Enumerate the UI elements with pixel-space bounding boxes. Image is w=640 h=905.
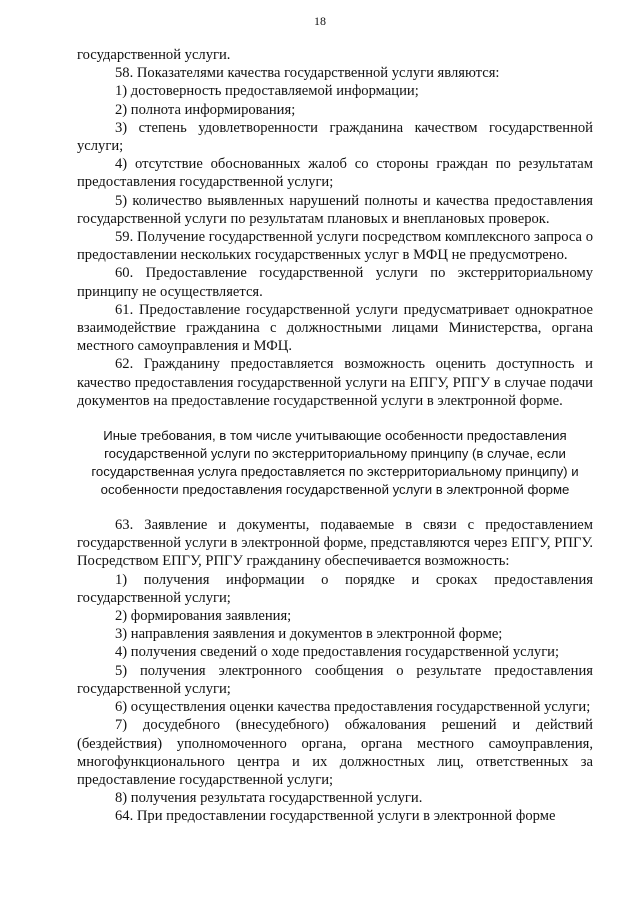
document-body [77,46,593,826]
list-item: 8) получения результата государственной услуги. [115,790,423,807]
paragraph: 61. Предоставление государственной услуги предусматривает однократное взаимодействие гражданина с должностными лицами Министерства, органа местного самоуправления и МФЦ. [77,301,593,355]
paragraph: государственной услуги. [77,47,231,63]
paragraph: 59. Получение государственной услуги посредством комплексного запроса о предоставлении нескольких государственных услуг в МФЦ не предусмотрено. [77,229,593,264]
list-item: 4) получения сведений о ходе предоставления государственной услуги; [115,644,560,661]
page-number: 18 [314,14,326,28]
list-item: 4) отсутствие обоснованных жалоб со стороны граждан по результатам предоставления государственной услуги; [77,156,593,191]
paragraph: 63. Заявление и документы, подаваемые в связи с предоставлением государственной услуги в электронной форме, представляются через ЕПГУ, РПГУ. Посредством ЕПГУ, РПГУ гражданину обеспечивается возможность: [77,517,593,570]
list-item: 3) направления заявления и документов в электронной форме; [115,626,503,643]
list-item: 5) количество выявленных нарушений полноты и качества предоставления государственной услуги по результатам плановых и внеплановых проверок. [77,192,593,227]
paragraph: 62. Гражданину предоставляется возможность оценить доступность и качество предоставления государственной услуги на ЕПГУ, РПГУ в случае подачи документов на предоставление государственной услуги в электронной форме. [77,356,593,409]
list-item: 5) получения электронного сообщения о результате предоставления государственной услуги; [77,662,593,697]
section-heading: Иные требования, в том числе учитывающие особенности предоставления государственной услуги по экстерриториальному принципу (в случае, если государственная услуга предоставляется по экстерриториальному принципу) и особенности предоставления государственной услуги в электронной форме [91,428,579,498]
paragraph: 64. При предоставлении государственной услуги в электронной форме [115,808,556,825]
list-item: 1) достоверность предоставляемой информации; [115,83,419,100]
list-item: 2) формирования заявления; [115,608,292,625]
paragraph: 60. Предоставление государственной услуги по экстерриториальному принципу не осуществляется. [77,265,593,300]
list-item: 3) степень удовлетворенности гражданина качеством государственной услуги; [77,119,593,155]
list-item: 1) получения информации о порядке и сроках предоставления государственной услуги; [77,571,593,606]
spacer [77,499,593,516]
list-item: 6) осуществления оценки качества предоставления государственной услуги; [115,699,591,716]
list-item: 2) полнота информирования; [115,101,296,118]
list-item: 7) досудебного (внесудебного) обжалования решений и действий (бездействия) уполномоченного органа, органа местного самоуправления, многофункционального центра и их должностных лиц, ответственных за предоставление государственной услуги; [77,717,593,788]
paragraph: 58. Показателями качества государственной услуги являются: [115,65,500,82]
spacer [77,410,593,427]
